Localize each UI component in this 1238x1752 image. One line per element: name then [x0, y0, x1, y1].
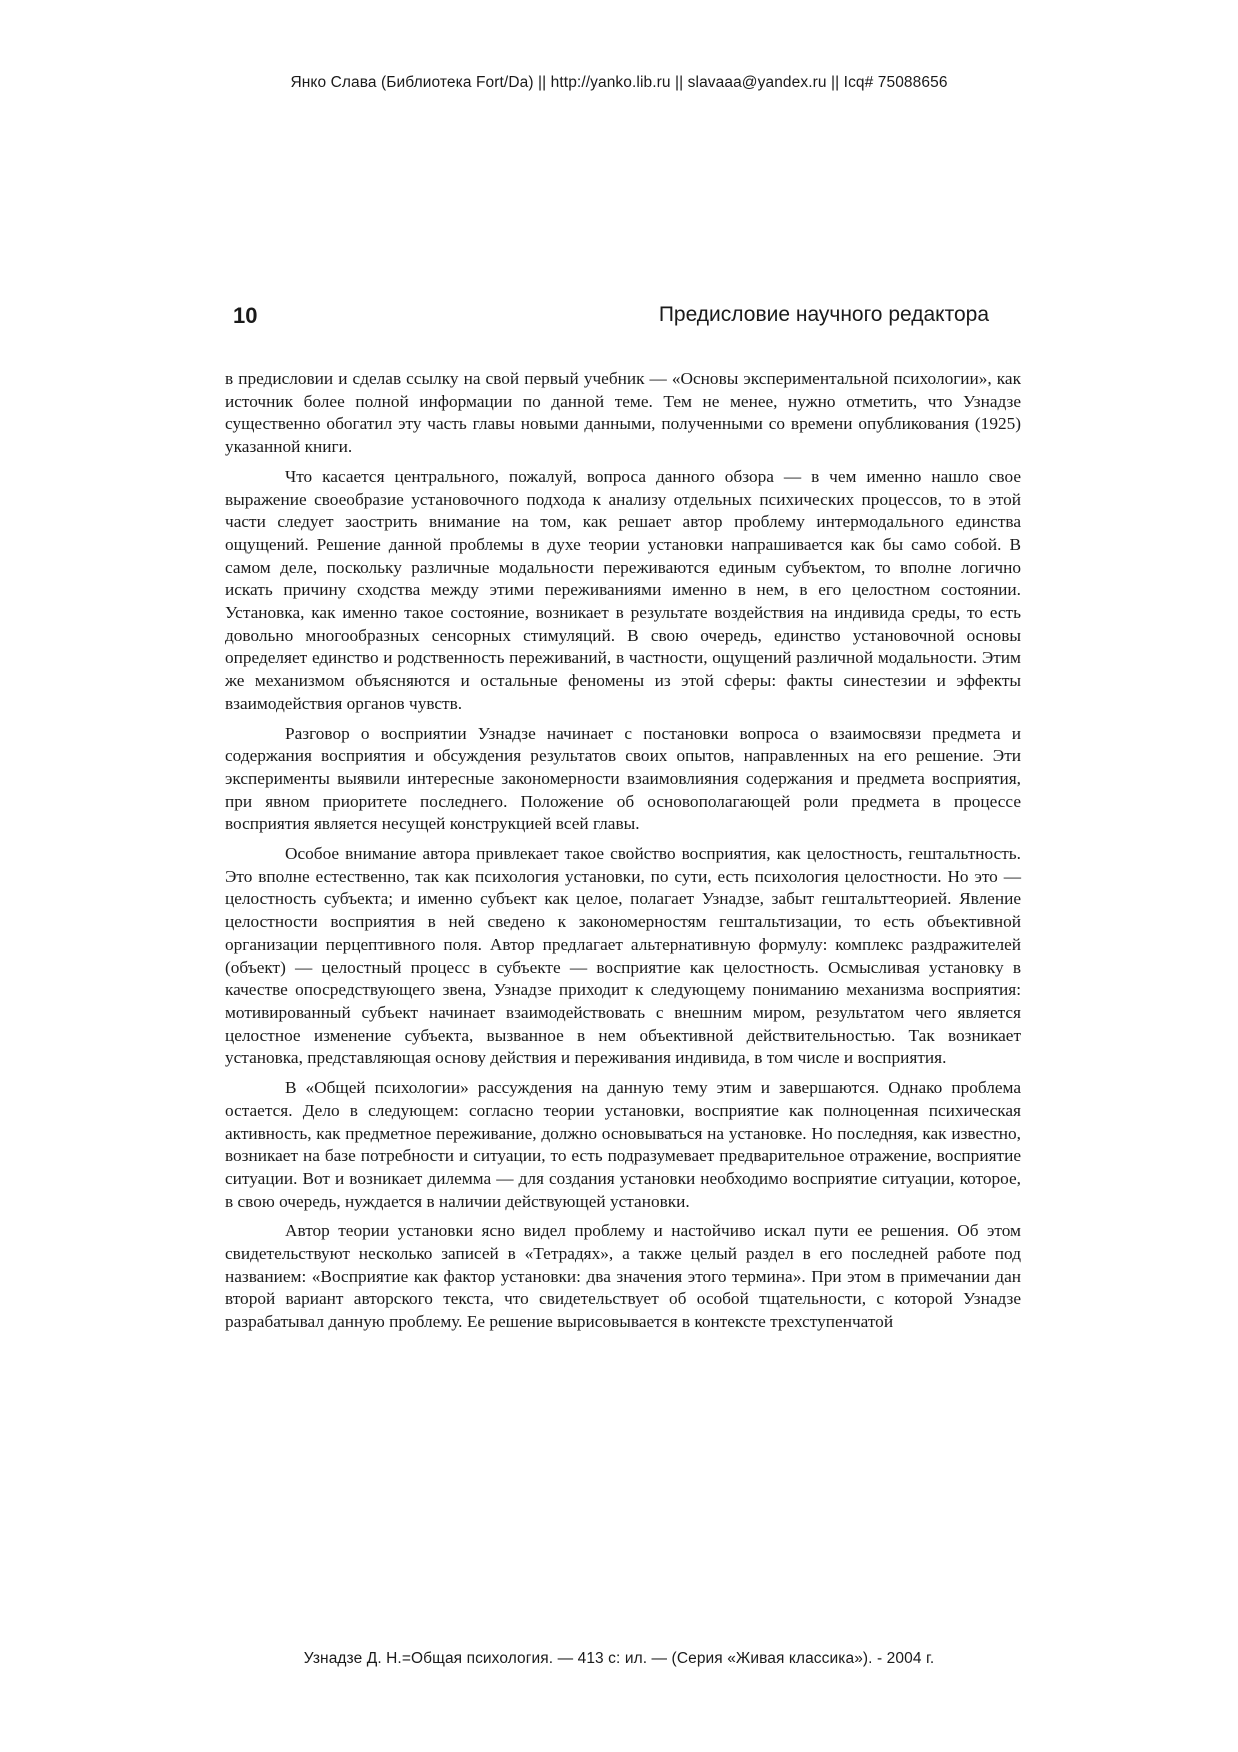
paragraph: Что касается центрального, пожалуй, вопроса данного обзора — в чем именно нашло свое выражение своеобразие установочного подхода к анализу отдельных психических процессов, то в этой части следует заострить внимание на том, как решает автор проблему интермодального единства ощущений. Решение данной проблемы в духе теории установки напрашивается как бы само собой. В самом деле, поскольку различные модальности переживаются единым субъектом, то вполне логично искать причину сходства между этими переживаниями именно в нем, в его целостном состоянии. Установка, как именно такое состояние, возникает в результате воздействия на индивида среды, то есть довольно многообразных сенсорных стимуляций. В свою очередь, единство установочной основы определяет единство и родственность переживаний, в частности, ощущений различной модальности. Этим же механизмом объясняются и остальные феномены из этой сферы: факты синестезии и эффекты взаимодействия органов чувств.	[225, 466, 1021, 713]
paragraph: в предисловии и сделав ссылку на свой первый учебник — «Основы экспериментальной психологии», как источник более полной информации по данной теме. Тем не менее, нужно отметить, что Узнадзе существенно обогатил эту часть главы новыми данными, полученными со времени опубликования (1925) указанной книги.	[225, 369, 1021, 457]
paragraph: Разговор о восприятии Узнадзе начинает с постановки вопроса о взаимосвязи предмета и содержания восприятия и обсуждения результатов своих опытов, направленных на его решение. Эти эксперименты выявили интересные закономерности взаимовлияния содержания и предмета восприятия, при явном приоритете последнего. Положение об основополагающей роли предмета в процессе восприятия является несущей конструкцией всей главы.	[225, 723, 1021, 834]
library-banner: Янко Слава (Библиотека Fort/Da) || http://yanko.lib.ru || slavaaa@yandex.ru || Icq# 75088656	[290, 74, 948, 91]
paragraph: Особое внимание автора привлекает такое свойство восприятия, как целостность, гештальтность. Это вполне естественно, так как психология установки, по сути, есть психология целостности. Но это — целостность субъекта; и именно субъект как целое, полагает Узнадзе, забыт гештальттеорией. Явление целостности восприятия в ней сведено к закономерностям гештальтизации, то есть объективной организации перцептивного поля. Автор предлагает альтернативную формулу: комплекс раздражителей (объект) — целостный процесс в субъекте — восприятие как целостность. Осмысливая установку в качестве опосредствующего звена, Узнадзе приходит к следующему пониманию механизма восприятия: мотивированный субъект начинает взаимодействовать с внешним миром, результатом чего является целостное изменение субъекта, вызванное в нем объективной действительностью. Так возникает установка, представляющая основу действия и переживания индивида, в том числе и восприятия.	[225, 844, 1021, 1068]
body-text	[225, 368, 1021, 1341]
page-number: 10	[233, 303, 258, 328]
paragraph: В «Общей психологии» рассуждения на данную тему этим и завершаются. Однако проблема остается. Дело в следующем: согласно теории установки, восприятие как полноценная психическая активность, как предметное переживание, должно основываться на установке. Но последняя, как известно, возникает на базе потребности и ситуации, то есть подразумевает предварительное отражение, восприятие ситуации. Вот и возникает дилемма — для создания установки необходимо восприятие ситуации, которое, в свою очередь, нуждается в наличии действующей установки.	[225, 1078, 1021, 1211]
bibliographic-footer: Узнадзе Д. Н.=Общая психология. — 413 с: ил. — (Серия «Живая классика»). - 2004 г.	[303, 1650, 935, 1667]
paragraph: Автор теории установки ясно видел проблему и настойчиво искал пути ее решения. Об этом свидетельствуют несколько записей в «Тетрадях», а также целый раздел в его последней работе под названием: «Восприятие как фактор установки: два значения этого термина». При этом в примечании дан второй вариант авторского текста, что свидетельствует об особой тщательности, с которой Узнадзе разрабатывал данную проблему. Ее решение вырисовывается в контексте трехступенчатой	[225, 1221, 1021, 1332]
running-head-title: Предисловие научного редактора	[658, 303, 989, 326]
